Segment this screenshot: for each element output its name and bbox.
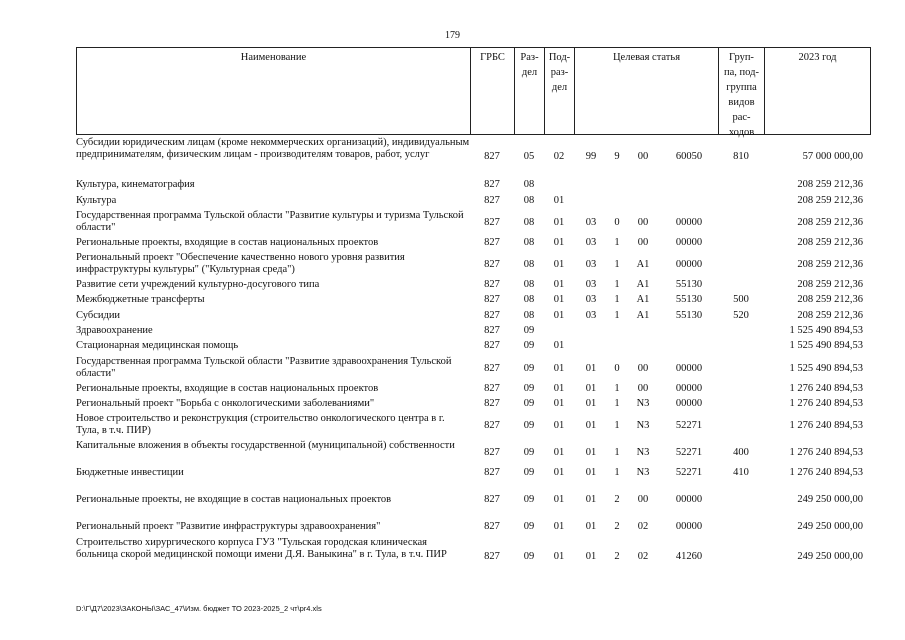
row-t2: 0	[614, 363, 620, 374]
header-name: Наименование	[76, 48, 470, 134]
row-pr: 01	[553, 279, 565, 290]
row-t1: 03	[585, 294, 597, 305]
row-rz: 09	[523, 363, 535, 374]
table-row	[76, 279, 871, 293]
row-grbs: 827	[484, 420, 500, 431]
row-t4: 41260	[675, 551, 703, 562]
row-amount: 249 250 000,00	[797, 551, 863, 562]
row-t4: 55130	[675, 279, 703, 290]
table-row	[76, 440, 871, 466]
file-path-footer: D:\Г\Д7\2023\ЗАКОНЫ\ЗАС_47\Изм. бюджет ТО 2023-2025_2 чт\pr4.xls	[76, 604, 322, 613]
row-grbs: 827	[484, 363, 500, 374]
table-row	[76, 467, 871, 481]
row-t3: A1	[636, 294, 650, 305]
row-name: Региональный проект "Развитие инфраструктуры здравоохранения"	[76, 521, 381, 532]
row-t1: 01	[585, 521, 597, 532]
row-amount: 249 250 000,00	[797, 521, 863, 532]
row-t3: 02	[637, 521, 649, 532]
page-number: 179	[445, 30, 460, 41]
row-pr: 01	[553, 447, 565, 458]
row-grbs: 827	[484, 294, 500, 305]
row-t3: 00	[637, 151, 649, 162]
row-grbs: 827	[484, 494, 500, 505]
row-rz: 08	[523, 310, 535, 321]
row-t2: 1	[614, 294, 620, 305]
row-t4: 00000	[675, 259, 703, 270]
row-t3: A1	[636, 259, 650, 270]
row-t2: 2	[614, 494, 620, 505]
table-row	[76, 521, 871, 535]
row-pr: 01	[553, 398, 565, 409]
row-rz: 09	[523, 494, 535, 505]
row-t4: 00000	[675, 521, 703, 532]
row-pr: 01	[553, 551, 565, 562]
row-vr: 520	[733, 310, 749, 321]
table-row	[76, 537, 871, 577]
row-amount: 1 525 490 894,53	[789, 340, 863, 351]
row-pr: 02	[553, 151, 565, 162]
table-row	[76, 294, 871, 308]
row-t2: 2	[614, 521, 620, 532]
table-row	[76, 210, 871, 236]
row-rz: 09	[523, 420, 535, 431]
row-amount: 1 276 240 894,53	[789, 383, 863, 394]
row-t3: 00	[637, 383, 649, 394]
row-amount: 1 276 240 894,53	[789, 398, 863, 409]
table-row	[76, 383, 871, 397]
row-name: Капитальные вложения в объекты государственной (муниципальной) собственности	[76, 440, 455, 451]
row-t4: 60050	[675, 151, 703, 162]
row-t4: 55130	[675, 294, 703, 305]
row-t2: 1	[614, 237, 620, 248]
row-rz: 08	[523, 179, 535, 190]
row-rz: 08	[523, 195, 535, 206]
row-t1: 01	[585, 363, 597, 374]
row-grbs: 827	[484, 551, 500, 562]
row-pr: 01	[553, 237, 565, 248]
row-name: Субсидии юридическим лицам (кроме некоммерческих организаций), индивидуальным предпринимателям, физическим лицам - производителям товаров, работ, услуг	[76, 137, 470, 160]
row-rz: 08	[523, 237, 535, 248]
table-row	[76, 252, 871, 278]
row-t4: 52271	[675, 467, 703, 478]
row-name: Развитие сети учреждений культурно-досугового типа	[76, 279, 320, 290]
row-t2: 1	[614, 259, 620, 270]
row-grbs: 827	[484, 279, 500, 290]
row-t1: 03	[585, 217, 597, 228]
row-grbs: 827	[484, 340, 500, 351]
row-pr: 01	[553, 259, 565, 270]
row-vr: 400	[733, 447, 749, 458]
header-podrazdel: Под- раз- дел	[544, 48, 574, 134]
row-amount: 208 259 212,36	[797, 259, 863, 270]
row-t2: 0	[614, 217, 620, 228]
row-t3: N3	[636, 398, 650, 409]
header-group: Груп- па, под- группа видов рас- ходов	[718, 48, 764, 134]
row-name: Региональные проекты, входящие в состав национальных проектов	[76, 383, 379, 394]
row-grbs: 827	[484, 383, 500, 394]
row-t1: 01	[585, 494, 597, 505]
row-t3: 00	[637, 237, 649, 248]
table-row	[76, 356, 871, 382]
row-grbs: 827	[484, 151, 500, 162]
row-name: Строительство хирургического корпуса ГУЗ "Тульская городская клиническая больница скорой медицинской помощи имени Д.Я. Ваныкина" в г. Тула, в т.ч. ПИР	[76, 537, 447, 560]
row-rz: 08	[523, 294, 535, 305]
table-row	[76, 413, 871, 439]
table-row	[76, 340, 871, 354]
row-name: Региональные проекты, входящие в состав национальных проектов	[76, 237, 379, 248]
row-t1: 01	[585, 447, 597, 458]
row-pr: 01	[553, 363, 565, 374]
row-name: Стационарная медицинская помощь	[76, 340, 239, 351]
row-name: Культура, кинематография	[76, 179, 195, 190]
row-amount: 1 276 240 894,53	[789, 467, 863, 478]
row-rz: 05	[523, 151, 535, 162]
row-name: Бюджетные инвестиции	[76, 467, 184, 478]
row-t1: 03	[585, 310, 597, 321]
row-t4: 00000	[675, 494, 703, 505]
row-rz: 09	[523, 325, 535, 336]
row-name: Новое строительство и реконструкция (строительство онкологического центра в г. Тула, в т.ч. ПИР)	[76, 413, 445, 436]
table-row	[76, 137, 871, 173]
row-t2: 1	[614, 420, 620, 431]
table-row	[76, 237, 871, 251]
row-grbs: 827	[484, 217, 500, 228]
row-pr: 01	[553, 467, 565, 478]
table-row	[76, 310, 871, 324]
row-t3: 00	[637, 363, 649, 374]
row-amount: 208 259 212,36	[797, 294, 863, 305]
row-grbs: 827	[484, 179, 500, 190]
row-t4: 00000	[675, 383, 703, 394]
row-name: Межбюджетные трансферты	[76, 294, 205, 305]
row-pr: 01	[553, 310, 565, 321]
row-t2: 1	[614, 279, 620, 290]
row-t1: 01	[585, 383, 597, 394]
row-t3: 00	[637, 217, 649, 228]
row-vr: 500	[733, 294, 749, 305]
row-t2: 1	[614, 447, 620, 458]
row-t1: 01	[585, 398, 597, 409]
row-pr: 01	[553, 420, 565, 431]
row-grbs: 827	[484, 398, 500, 409]
row-t3: 00	[637, 494, 649, 505]
row-rz: 09	[523, 398, 535, 409]
row-grbs: 827	[484, 310, 500, 321]
header-grbs: ГРБС	[470, 48, 514, 134]
row-name: Региональный проект "Борьба с онкологическими заболеваниями"	[76, 398, 375, 409]
row-pr: 01	[553, 383, 565, 394]
row-grbs: 827	[484, 467, 500, 478]
row-t2: 1	[614, 467, 620, 478]
row-pr: 01	[553, 494, 565, 505]
row-pr: 01	[553, 340, 565, 351]
row-name: Региональные проекты, не входящие в состав национальных проектов	[76, 494, 392, 505]
table-row	[76, 325, 871, 339]
row-pr: 01	[553, 521, 565, 532]
row-t2: 1	[614, 383, 620, 394]
row-amount: 249 250 000,00	[797, 494, 863, 505]
row-amount: 1 276 240 894,53	[789, 420, 863, 431]
row-t3: N3	[636, 447, 650, 458]
row-rz: 09	[523, 340, 535, 351]
row-t1: 03	[585, 259, 597, 270]
row-t3: A1	[636, 279, 650, 290]
row-t2: 9	[614, 151, 620, 162]
table-row	[76, 398, 871, 412]
row-name: Культура	[76, 195, 117, 206]
row-grbs: 827	[484, 237, 500, 248]
row-rz: 08	[523, 217, 535, 228]
row-t1: 01	[585, 467, 597, 478]
row-name: Государственная программа Тульской области "Развитие здравоохранения Тульской области"	[76, 356, 452, 379]
header-razdel: Раз- дел	[514, 48, 544, 134]
row-t3: N3	[636, 467, 650, 478]
row-amount: 1 276 240 894,53	[789, 447, 863, 458]
row-rz: 09	[523, 467, 535, 478]
row-name: Государственная программа Тульской области "Развитие культуры и туризма Тульской области"	[76, 210, 464, 233]
row-t1: 01	[585, 551, 597, 562]
row-rz: 08	[523, 259, 535, 270]
row-t4: 52271	[675, 447, 703, 458]
row-t4: 00000	[675, 398, 703, 409]
row-t1: 99	[585, 151, 597, 162]
row-amount: 208 259 212,36	[797, 237, 863, 248]
row-grbs: 827	[484, 259, 500, 270]
row-pr: 01	[553, 195, 565, 206]
row-t2: 2	[614, 551, 620, 562]
row-rz: 09	[523, 521, 535, 532]
row-t4: 00000	[675, 237, 703, 248]
row-amount: 57 000 000,00	[802, 151, 863, 162]
header-year: 2023 год	[764, 48, 871, 134]
row-rz: 09	[523, 551, 535, 562]
table-header	[76, 47, 871, 138]
row-pr: 01	[553, 294, 565, 305]
row-vr: 810	[733, 151, 749, 162]
row-amount: 208 259 212,36	[797, 279, 863, 290]
table-row	[76, 494, 871, 508]
row-amount: 208 259 212,36	[797, 217, 863, 228]
row-grbs: 827	[484, 325, 500, 336]
row-amount: 208 259 212,36	[797, 179, 863, 190]
row-grbs: 827	[484, 447, 500, 458]
table-row	[76, 195, 871, 209]
row-amount: 208 259 212,36	[797, 195, 863, 206]
header-target: Целевая статья	[574, 48, 718, 134]
row-rz: 09	[523, 447, 535, 458]
row-name: Здравоохранение	[76, 325, 153, 336]
row-vr: 410	[733, 467, 749, 478]
row-t4: 00000	[675, 217, 703, 228]
row-name: Субсидии	[76, 310, 121, 321]
row-pr: 01	[553, 217, 565, 228]
row-t3: N3	[636, 420, 650, 431]
row-t1: 03	[585, 279, 597, 290]
row-rz: 09	[523, 383, 535, 394]
row-t2: 1	[614, 310, 620, 321]
row-t3: 02	[637, 551, 649, 562]
row-amount: 208 259 212,36	[797, 310, 863, 321]
row-t3: A1	[636, 310, 650, 321]
row-name: Региональный проект "Обеспечение качественно нового уровня развития инфраструктуры культуры" ("Культурная среда")	[76, 252, 405, 275]
row-t4: 00000	[675, 363, 703, 374]
row-t4: 52271	[675, 420, 703, 431]
row-t4: 55130	[675, 310, 703, 321]
row-grbs: 827	[484, 195, 500, 206]
row-amount: 1 525 490 894,53	[789, 363, 863, 374]
row-t2: 1	[614, 398, 620, 409]
row-rz: 08	[523, 279, 535, 290]
table-row	[76, 179, 871, 193]
row-grbs: 827	[484, 521, 500, 532]
row-t1: 01	[585, 420, 597, 431]
row-amount: 1 525 490 894,53	[789, 325, 863, 336]
row-t1: 03	[585, 237, 597, 248]
